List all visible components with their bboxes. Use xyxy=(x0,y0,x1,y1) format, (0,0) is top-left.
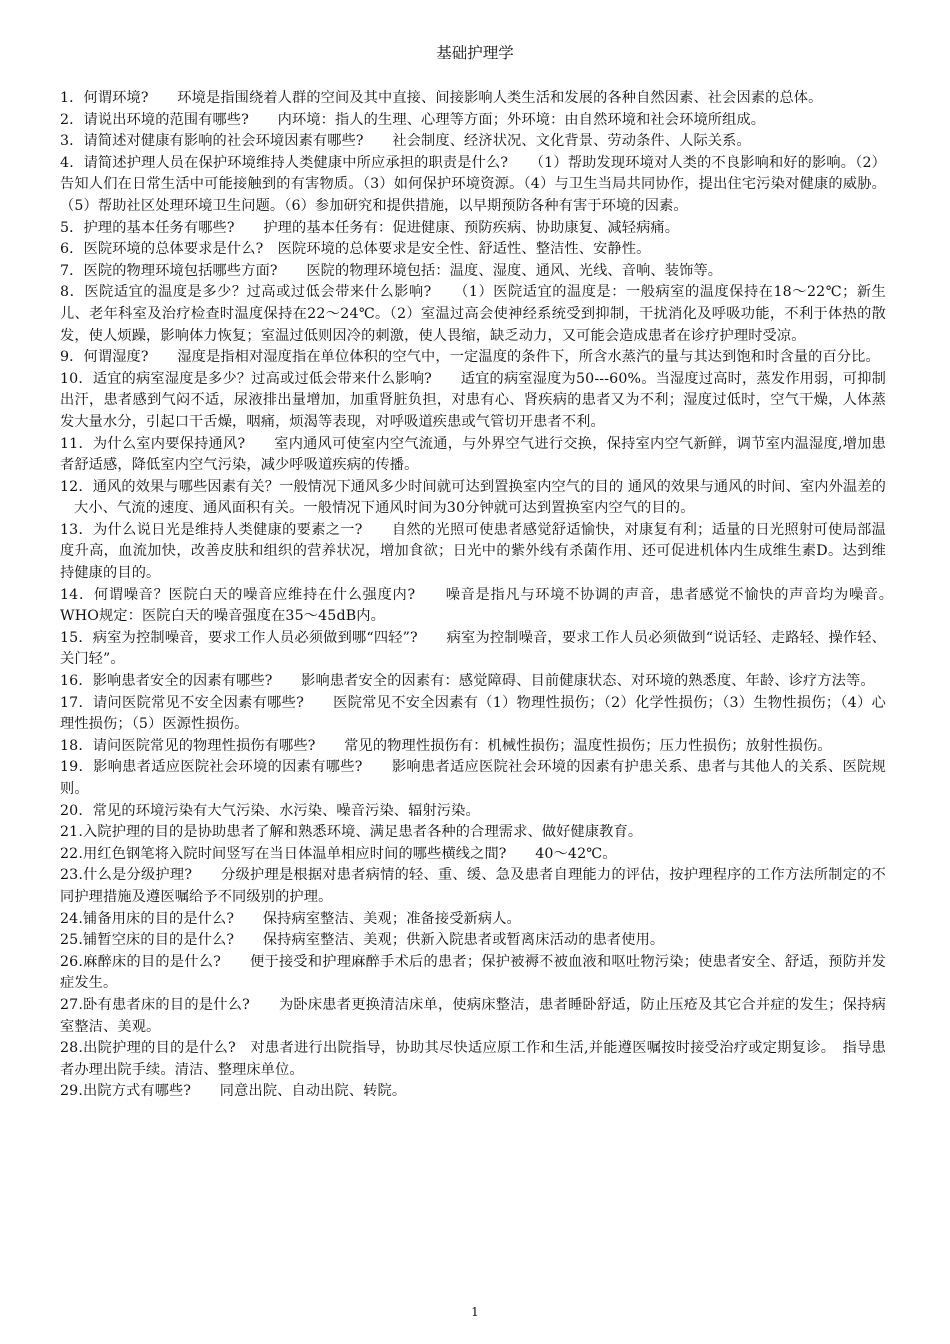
question-item-8: 8．医院适宜的温度是多少？过高或过低会带来什么影响? （1）医院适宜的温度是：一般病室的温度保持在18～22℃；新生儿、老年科室及治疗检查时温度保持在22～24℃。（2）室温过高会使神经系统受到抑制，干扰消化及呼吸功能，不利于体热的散发，使人烦躁，影响体力恢复；室温过低则因冷的刺激，使人畏缩，缺乏动力，又可能会造成患者在诊疗护理时受凉。 xyxy=(60,284,886,344)
question-item-10: 10．适宜的病室湿度是多少？过高或过低会带来什么影响? 适宜的病室湿度为50---60%。当湿度过高时，蒸发作用弱，可抑制出汗，患者感到气闷不适，尿液排出量增加，加重肾脏负担，对患有心、肾疾病的患者又为不利；湿度过低时，空气干燥，人体蒸发大量水分，引起口干舌燥，咽痛，烦渴等表现，对呼吸道疾患或气管切开患者不利。 xyxy=(60,370,886,430)
question-item-21: 21.入院护理的目的是协助患者了解和熟悉环境、满足患者各种的合理需求、做好健康教育。 xyxy=(60,824,643,841)
question-item-28: 28.出院护理的目的是什么? 对患者进行出院指导，协助其尽快适应原工作和生活,并能遵医嘱按时接受治疗或定期复诊。 指导患者办理出院手续。清洁、整理床单位。 xyxy=(60,1040,886,1078)
question-item-4: 4．请简述护理人员在保护环境维持人类健康中所应承担的职责是什么? （1）帮助发现环境对人类的不良影响和好的影响。（2）告知人们在日常生活中可能接触到的有害物质。（3）如何保护环境资源。（4）与卫生当局共同协作，提出住宅污染对健康的威胁。（5）帮助社区处理环境卫生问题。（6）参加研究和提供措施，以早期预防各种有害于环境的因素。 xyxy=(60,154,886,214)
question-item-26: 26.麻醉床的目的是什么? 便于接受和护理麻醉手术后的患者；保护被褥不被血液和呕吐物污染；使患者安全、舒适，预防并发症发生。 xyxy=(60,953,886,992)
question-item-13: 13．为什么说日光是维持人类健康的要素之一? 自然的光照可使患者感觉舒适愉快，对康复有利；适量的日光照射可使局部温度升高，血流加快，改善皮肤和组织的营养状况，增加食欲；日光中的紫外线有杀菌作用、还可促进机体内生成维生素D。达到维持健康的目的。 xyxy=(60,521,886,582)
document-title: 基础护理学 xyxy=(436,44,514,62)
question-item-6: 6．医院环境的总体要求是什么? 医院环境的总体要求是安全性、舒适性、整洁性、安静性。 xyxy=(60,241,651,258)
question-item-12: 12．通风的效果与哪些因素有关？一般情况下通风多少时间就可达到置换室内空气的目的 通风的效果与通风的时间、室内外温差的大小、气流的速度、通风面积有关。一般情况下通风时间为30分钟就可达到置换室内空气的目的。 xyxy=(60,478,886,517)
question-item-27: 27.卧有患者床的目的是什么? 为卧床患者更换清洁床单，使病床整洁，患者睡卧舒适，防止压疮及其它合并症的发生；保持病室整洁、美观。 xyxy=(60,996,886,1035)
question-item-11: 11．为什么室内要保持通风? 室内通风可使室内空气流通，与外界空气进行交换，保持室内空气新鲜，调节室内温湿度,增加患者舒适感，降低室内空气污染，减少呼吸道疾病的传播。 xyxy=(60,435,886,474)
question-item-5: 5．护理的基本任务有哪些? 护理的基本任务有：促进健康、预防疾病、协助康复、减轻病痛。 xyxy=(60,219,680,236)
question-item-18: 18．请问医院常见的物理性损伤有哪些? 常见的物理性损伤有：机械性损伤；温度性损伤；压力性损伤；放射性损伤。 xyxy=(60,737,832,754)
question-item-24: 24.铺备用床的目的是什么? 保持病室整洁、美观；准备接受新病人。 xyxy=(60,910,521,927)
question-item-2: 2．请说出环境的范围有哪些? 内环境：指人的生理、心理等方面；外环境：由自然环境和社会环境所组成。 xyxy=(60,111,766,128)
document-body xyxy=(60,88,901,1103)
question-item-7: 7．医院的物理环境包括哪些方面? 医院的物理环境包括：温度、湿度、通风、光线、音响、装饰等。 xyxy=(60,262,723,279)
question-item-9: 9．何谓湿度? 湿度是指相对湿度指在单位体积的空气中，一定温度的条件下，所含水蒸汽的量与其达到饱和时含量的百分比。 xyxy=(60,349,880,366)
question-item-19: 19．影响患者适应医院社会环境的因素有哪些? 影响患者适应医院社会环境的因素有护患关系、患者与其他人的关系、医院规则。 xyxy=(60,759,886,797)
question-item-3: 3．请简述对健康有影响的社会环境因素有哪些? 社会制度、经济状况、文化背景、劳动条件、人际关系。 xyxy=(60,133,751,150)
question-item-20: 20．常见的环境污染有大气污染、水污染、噪音污染、辐射污染。 xyxy=(60,802,480,819)
question-item-25: 25.铺暂空床的目的是什么? 保持病室整洁、美观；供新入院患者或暂离床活动的患者使用。 xyxy=(60,932,665,949)
question-item-1: 1．何谓环境? 环境是指围绕着人群的空间及其中直接、间接影响人类生活和发展的各种自然因素、社会因素的总体。 xyxy=(60,90,823,106)
question-item-16: 16．影响患者安全的因素有哪些? 影响患者安全的因素有：感觉障碍、目前健康状态、对环境的熟悉度、年龄、诊疗方法等。 xyxy=(60,673,875,690)
question-item-14: 14．何谓噪音？医院白天的噪音应维持在什么强度内? 噪音是指凡与环境不协调的声音，患者感觉不愉快的声音均为噪音。 WHO规定：医院白天的噪音强度在35～45dB内。 xyxy=(60,586,901,625)
question-item-15: 15．病室为控制噪音，要求工作人员必须做到哪“四轻”? 病室为控制噪音，要求工作人员必须做到“说话轻、走路轻、操作轻、关门轻”。 xyxy=(60,629,886,668)
question-item-23: 23.什么是分级护理? 分级护理是根据对患者病情的轻、重、缓、急及患者自理能力的评估，按护理程序的工作方法所制定的不同护理措施及遵医嘱给予不同级别的护理。 xyxy=(60,867,886,905)
question-item-29: 29.出院方式有哪些? 同意出院、自动出院、转院。 xyxy=(60,1083,407,1100)
page-number: 1 xyxy=(471,1305,479,1319)
question-item-17: 17．请问医院常见不安全因素有哪些? 医院常见不安全因素有（1）物理性损伤；（2）化学性损伤；（3）生物性损伤；（4）心理性损伤；（5）医源性损伤。 xyxy=(60,694,886,733)
question-item-22: 22.用红色钢笔将入院时间竖写在当日体温单相应时间的哪些横线之間? 40～42℃。 xyxy=(60,845,617,862)
